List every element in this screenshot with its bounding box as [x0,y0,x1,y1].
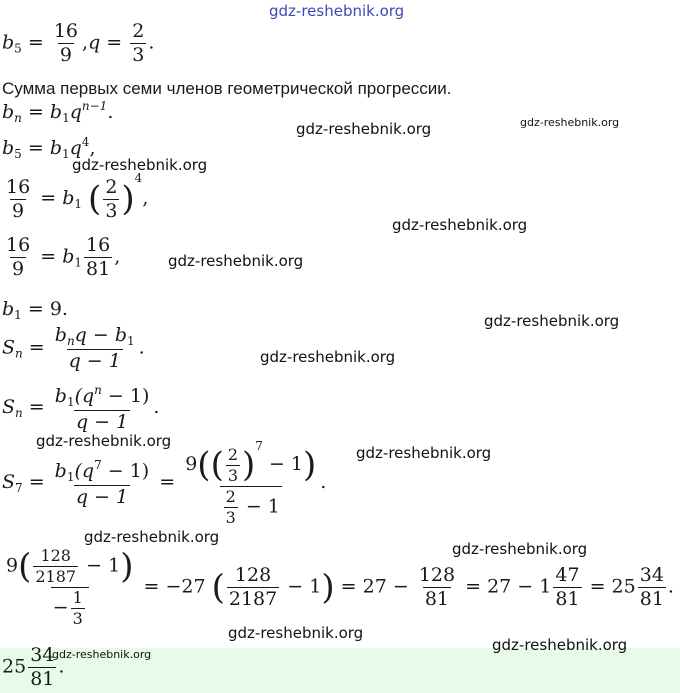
watermark: gdz-reshebnik.org [484,312,620,330]
watermark: gdz-reshebnik.org [260,348,396,366]
heading: Сумма первых семи членов геометрической прогрессии. [2,79,452,98]
sum-calculation: 9( $\frac{128}{2187}$ − 1) − $\frac{1}{3}$ = −27 ( $\frac{128}{2187}$ − 1) = 27 − $\frac{128}{81}$ = 27 − 1 $\frac{47}{81}$ = 25 $\frac{34}{81}$ . [6,546,674,628]
formula-b5: $b_5 = b_1q^4$, [2,135,96,161]
watermark: gdz-reshebnik.org [452,540,588,558]
watermark: gdz-reshebnik.org [84,528,220,546]
watermark: gdz-reshebnik.org [296,120,432,138]
step-1: $\frac{16}{9}$ = $b_1$ ( $\frac{2}{3}$ )$^4$, [6,171,149,222]
step-2: $\frac{16}{9}$ = $b_1$ $\frac{16}{81}$ , [6,234,121,280]
watermark: gdz-reshebnik.org [52,648,152,661]
sum-formula-2: $S_n$ = $\frac{b_1(q^n - 1)}{q - 1}$ . [2,383,160,433]
given-line: $b_5$ = $\frac{16}{9}$ ,q = $\frac{2}{3}$ . [2,20,155,66]
watermark: gdz-reshebnik.org [228,624,364,642]
watermark: gdz-reshebnik.org [36,432,172,450]
watermark: gdz-reshebnik.org [356,444,492,462]
watermark: gdz-reshebnik.org [168,252,304,270]
watermark: gdz-reshebnik.org [392,216,528,234]
sum-formula-7: $S_7$ = $\frac{b_1(q^7 - 1)}{q - 1}$ = 9(( $\frac{2}{3}$ )$^7$ − 1) $\frac{2}{3}$ − 1 . [2,439,327,527]
watermark: gdz-reshebnik.org [520,116,620,129]
answer: 25 $\frac{34}{81}$ . [2,644,65,690]
watermark: gdz-reshebnik.org [72,156,208,174]
watermark-top: gdz-reshebnik.org [269,2,405,20]
b1-result: $b_1 = 9$. [2,298,68,322]
watermark: gdz-reshebnik.org [492,636,628,654]
sum-formula-1: $S_n$ = $\frac{b_nq - b_1}{q - 1}$ . [2,324,145,372]
formula-bn: $b_n = b_1q^{n-1}$. [2,99,114,125]
